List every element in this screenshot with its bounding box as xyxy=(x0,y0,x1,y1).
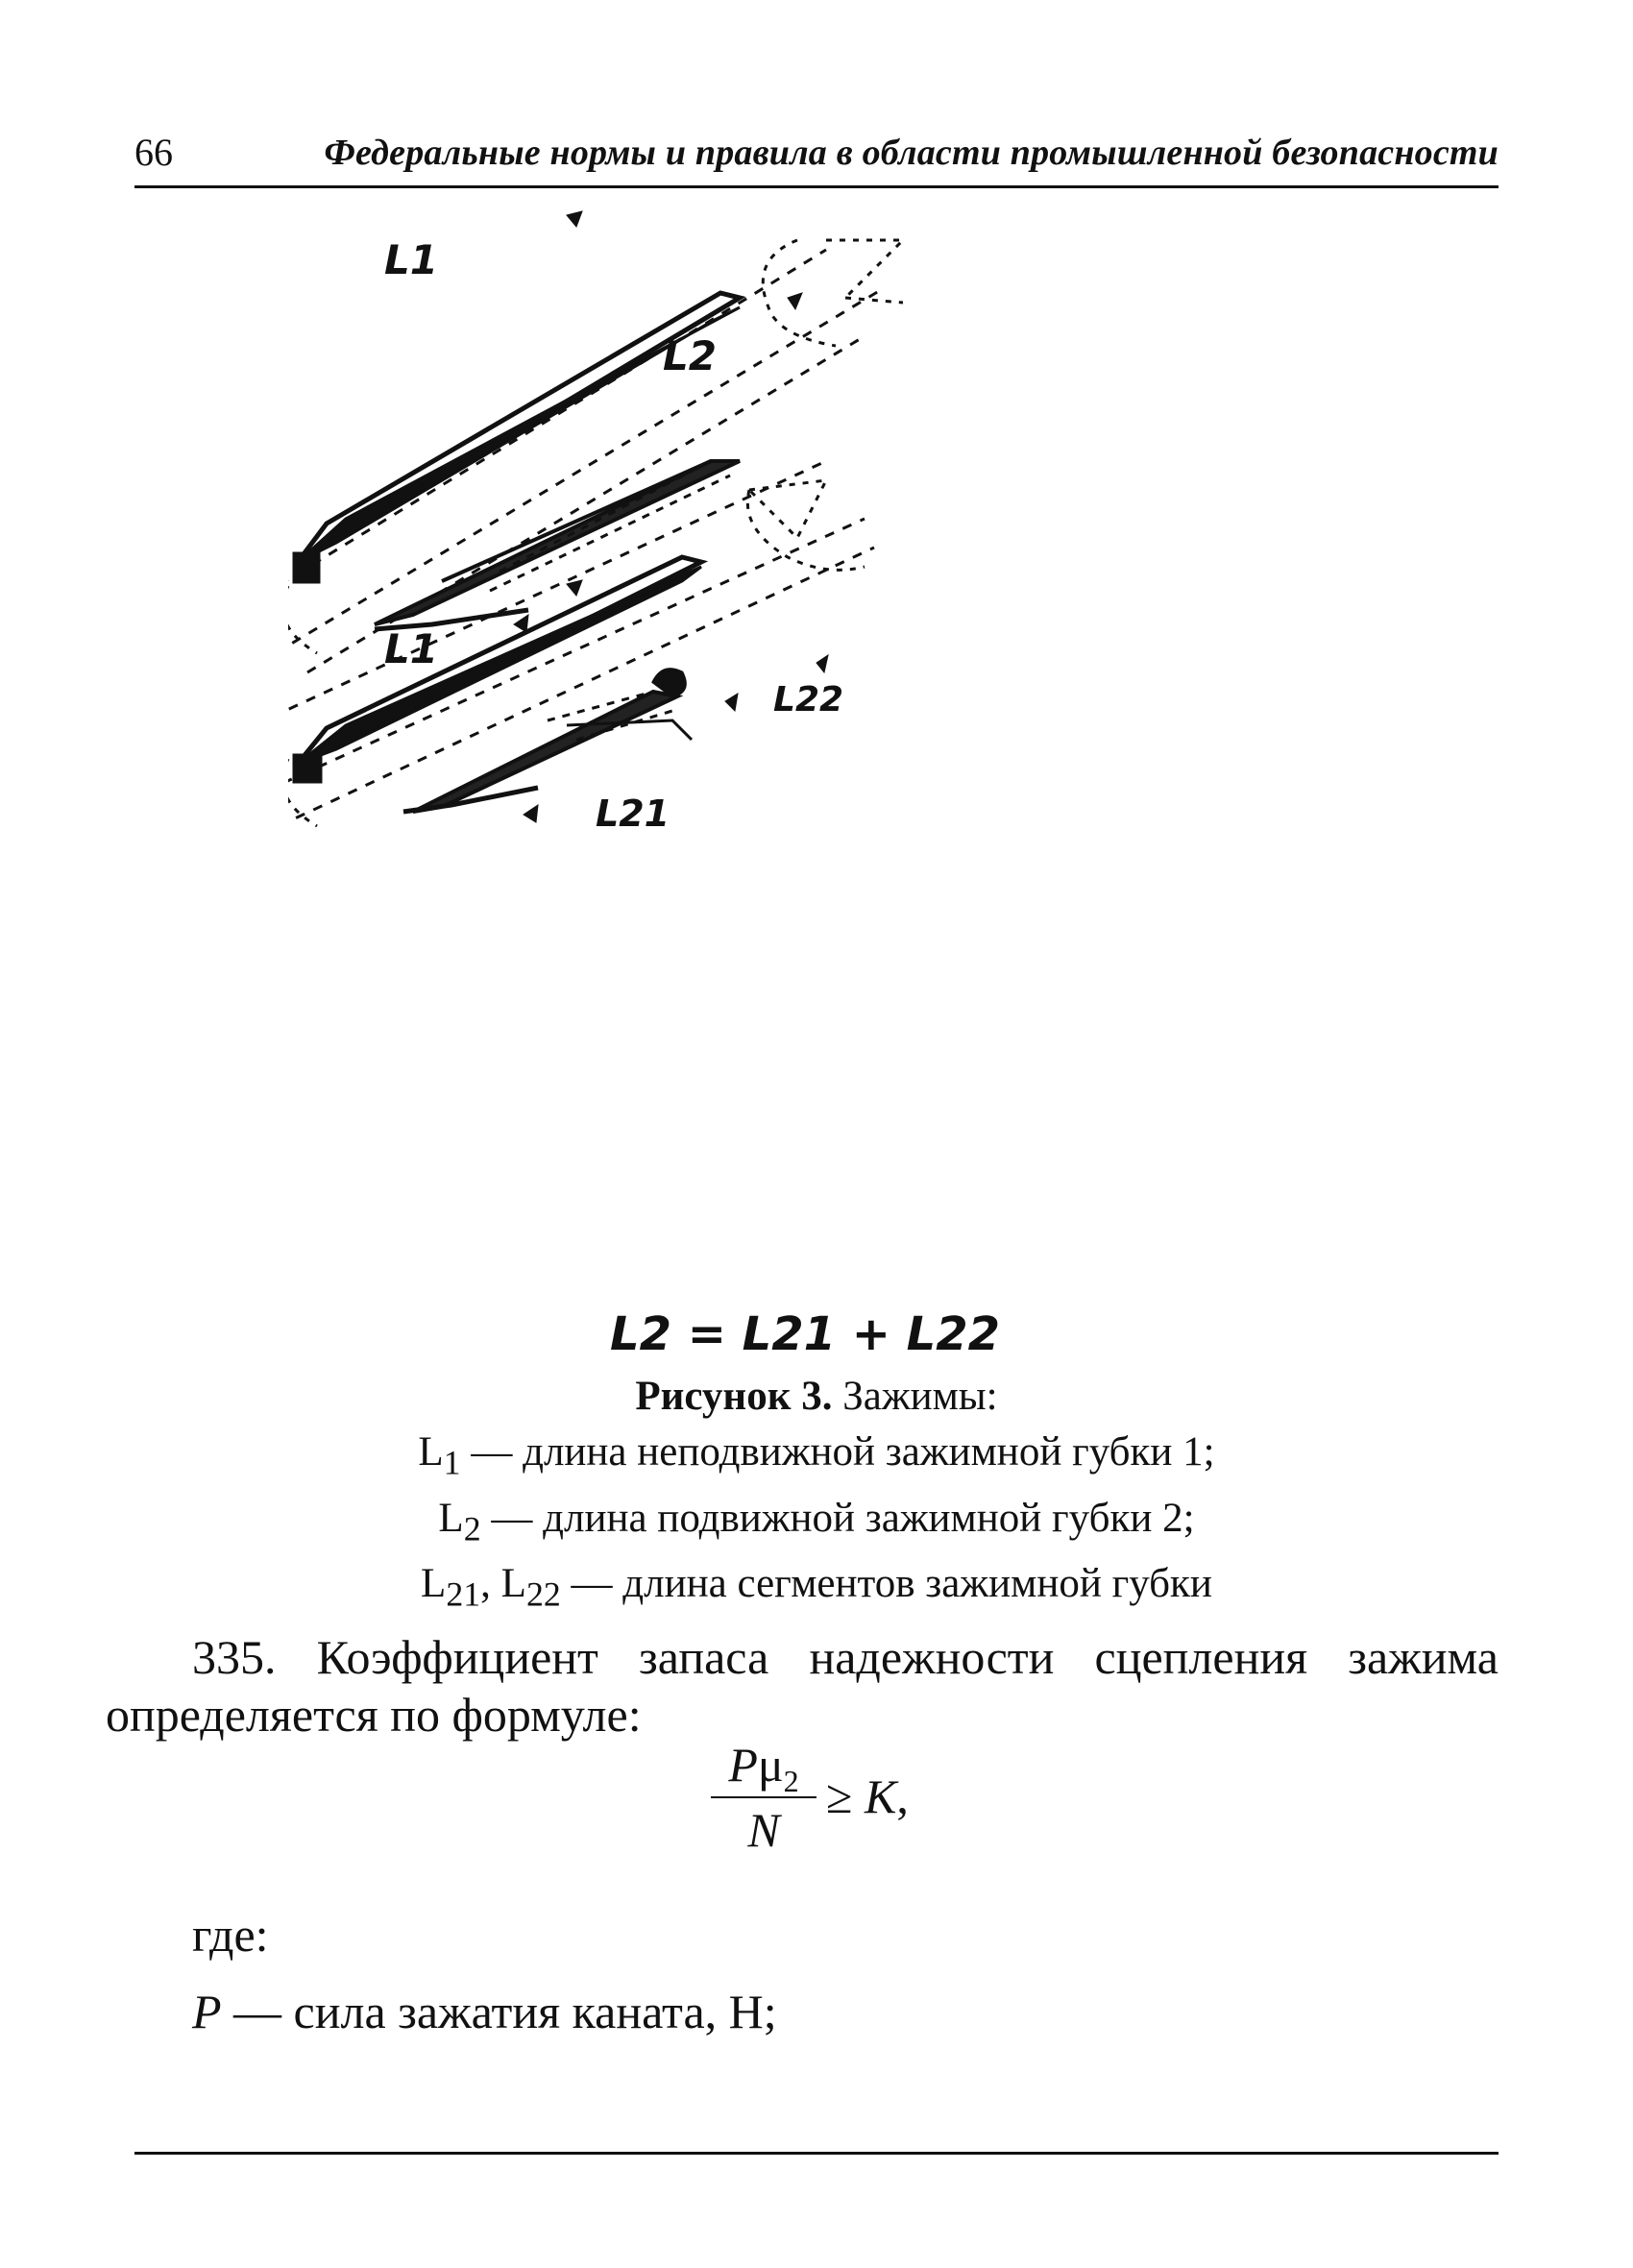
bottom-label-l1: L1 xyxy=(384,625,438,672)
formula-relation: ≥ K, xyxy=(826,1769,909,1823)
formula-fraction xyxy=(711,1737,816,1858)
paragraph-335: 335. Коэффициент запаса надежности сцепления зажима определяется по формуле: xyxy=(106,1630,1499,1742)
fraction-bar xyxy=(711,1796,816,1798)
where-label: где: xyxy=(192,1908,269,1962)
bottom-label-l21: L21 xyxy=(596,793,670,835)
footer-rule xyxy=(134,2152,1499,2155)
caption-line-l1: $L_1$ — длина неподвижной зажимной губки 1; xyxy=(418,1429,1215,1482)
formula-denominator: N xyxy=(747,1803,780,1857)
top-label-l2: L2 xyxy=(663,332,717,379)
top-label-l1: L1 xyxy=(384,236,438,283)
caption-line-l2: $L_2$ — длина подвижной зажимной губки 2; xyxy=(438,1495,1195,1549)
page-header xyxy=(134,130,1499,188)
definition-p: P — сила зажатия каната, Н; xyxy=(192,1985,777,2038)
figure-equation: L2 = L21 + L22 xyxy=(610,1307,1001,1354)
running-title: Федеральные нормы и правила в области промышленной безопасности xyxy=(324,133,1499,173)
clamp-figure xyxy=(288,202,1316,1354)
safety-factor-formula xyxy=(711,1737,999,1871)
formula-numerator: $P\mu_2$ xyxy=(728,1738,799,1798)
figure-caption xyxy=(134,1369,1499,1622)
caption-line-l21-l22: $L_{21}$, $L_{22}$ — длина сегментов зажимной губки xyxy=(421,1561,1212,1614)
clamp-drawing xyxy=(288,202,1316,1354)
page-number: 66 xyxy=(134,131,173,174)
top-clamp-drawing xyxy=(288,211,903,672)
caption-title: Рисунок 3. Зажимы: xyxy=(635,1374,998,1419)
bottom-label-l22: L22 xyxy=(773,680,844,719)
